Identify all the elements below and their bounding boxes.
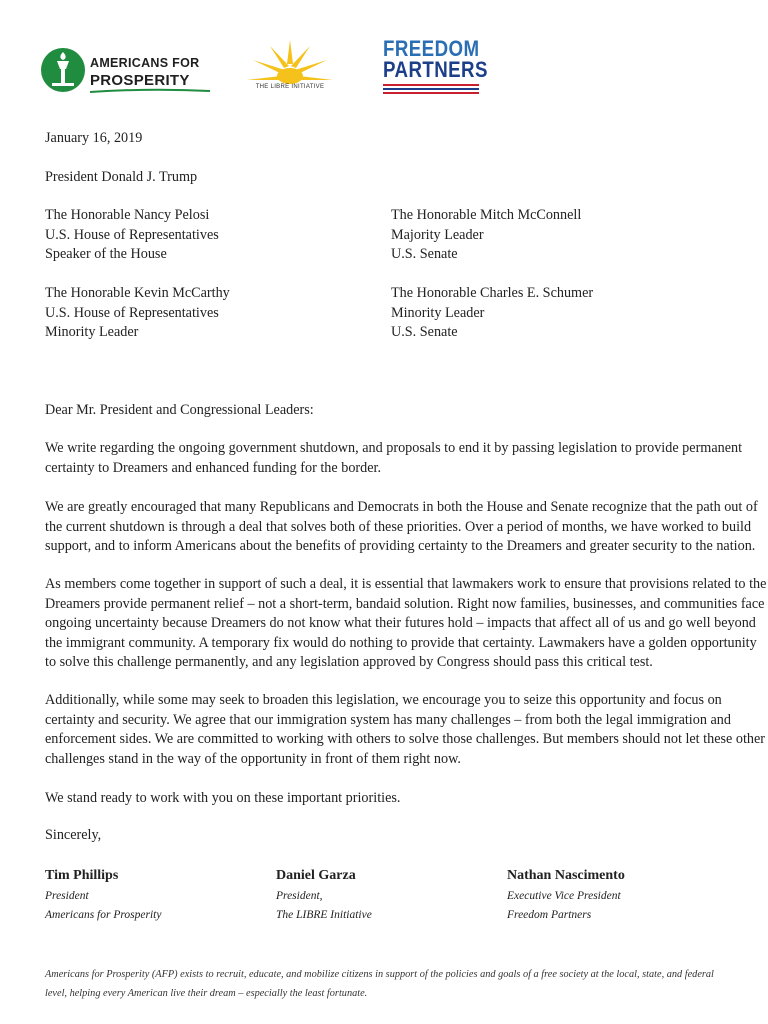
signatory-title: President [45,890,89,902]
recipient-line: Speaker of the House [45,246,167,262]
paragraph-line: enforcement sides. We are committed to working with others to solve those challenges. But members should not let these other [45,731,766,747]
footer-line: Americans for Prosperity (AFP) exists to recruit, educate, and mobilize citizens in support of the policies and goals of a free society at the local, state, and federal [45,969,714,980]
sunburst-icon [245,38,335,84]
paragraph-2 [45,498,758,557]
recipient-president: President Donald J. Trump [45,169,198,185]
paragraph-line: certainty to Dreamers and enhanced funding for the border. [45,459,382,476]
fp-line1: FREEDOM [383,36,480,61]
paragraph-5 [45,789,725,809]
paragraph-line: challenges stand in the way of the opportunity in front of them right now. [45,750,461,767]
recipient-line: U.S. House of Representatives [45,226,219,243]
salutation: Dear Mr. President and Congressional Leaders: [45,402,314,418]
recipient-line: U.S. Senate [391,246,458,262]
letter-date: January 16, 2019 [45,130,143,146]
paragraph-1 [45,439,743,478]
signatory-org: Freedom Partners [507,909,592,921]
recipient-mccarthy [45,284,230,343]
signatory-title: Executive Vice President [507,890,621,902]
signatory-phillips [45,866,161,924]
torch-icon [40,47,86,93]
recipient-pelosi [45,206,219,265]
recipient-mcconnell [391,206,581,265]
paragraph-line: support, and to inform Americans about the benefits of providing certainty to the Dreamers and greater security to the nation. [45,538,756,554]
fp-stripes [383,84,479,96]
recipient-line: The Honorable Mitch McConnell [391,207,582,223]
closing: Sincerely, [45,827,102,843]
paragraph-line: We stand ready to work with you on these important priorities. [45,790,401,806]
paragraph-line: to solve this challenge permanently, and any legislation approved by Congress should pass this critical test. [45,654,653,670]
paragraph-3 [45,575,767,673]
paragraph-line: the immigrant community. A temporary fix would do nothing to provide that certainty. Lawmakers have a golden opportunity [45,634,757,651]
paragraph-line: ongoing uncertainty because Dreamers do not know what their futures hold – impacts that affect all of us and go well beyond [45,615,756,631]
afp-logo [40,45,220,97]
afp-wordmark [90,55,199,89]
paragraph-line: As members come together in support of such a deal, it is essential that lawmakers work to ensure that provisions related to the [45,576,767,592]
paragraph-line: We write regarding the ongoing government shutdown, and proposals to end it by passing legislation to provide permanent [45,440,743,456]
recipient-line: The Honorable Charles E. Schumer [391,285,594,301]
recipient-line: Minority Leader [45,324,139,340]
signatory-name: Tim Phillips [45,868,119,883]
signatory-nascimento [507,866,625,924]
paragraph-line: the current shutdown is through a deal that solves both of these priorities. Over a period of months, we have worked to build [45,518,752,535]
signatory-org: Americans for Prosperity [45,909,162,921]
paragraph-4 [45,691,766,769]
paragraph-line: Additionally, while some may seek to broaden this legislation, we encourage you to seize this opportunity and focus on [45,692,722,708]
fp-line2: PARTNERS [383,57,488,82]
paragraph-line: We are greatly encouraged that many Republicans and Democrats in both the House and Senate recognize that the path out of [45,499,758,515]
paragraph-line: certainty and security. We agree that our immigration system has many challenges – from both the legal immigration and [45,711,731,728]
freedom-partners-logo [383,36,488,96]
footer-note [45,965,735,1003]
signatory-org: The LIBRE Initiative [276,909,372,921]
afp-line2: PROSPERITY [90,72,190,89]
recipient-line: U.S. House of Representatives [45,304,219,321]
libre-logo [245,38,335,98]
afp-line1: AMERICANS FOR [90,56,200,70]
signatory-name: Nathan Nascimento [507,868,625,883]
recipient-line: The Honorable Kevin McCarthy [45,285,230,301]
recipient-line: Majority Leader [391,226,484,243]
recipient-schumer [391,284,593,343]
signatory-name: Daniel Garza [276,868,356,883]
recipient-line: U.S. Senate [391,324,458,340]
signatory-title: President, [276,890,323,902]
recipient-line: Minority Leader [391,304,485,321]
afp-swoosh [90,88,210,94]
recipient-line: The Honorable Nancy Pelosi [45,207,210,223]
signatory-garza [276,866,372,924]
libre-caption: THE LIBRE INITIATIVE [255,84,325,90]
footer-line: level, helping every American live their dream – especially the least fortunate. [45,988,368,999]
paragraph-line: Dreamers provide permanent relief – not a short-term, bandaid solution. Right now families, businesses, and communities face [45,595,765,612]
